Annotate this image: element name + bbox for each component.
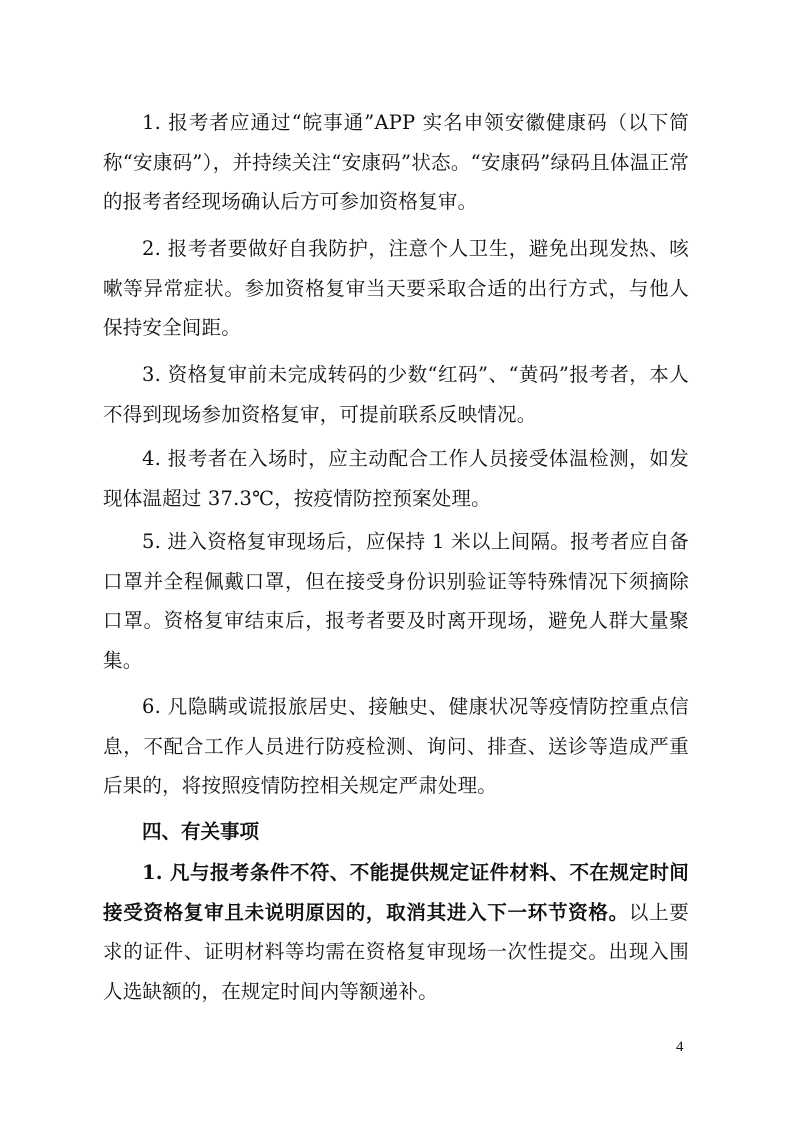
section-item-1 xyxy=(103,853,689,1011)
paragraph-item-6: 6. 凡隐瞒或谎报旅居史、接触史、健康状况等疫情防控重点信息，不配合工作人员进行防疫检测、询问、排查、送诊等造成严重后果的，将按照疫情防控相关规定严肃处理。 xyxy=(103,695,689,798)
paragraph-item-3: 3. 资格复审前未完成转码的少数“红码”、“黄码”报考者，本人不得到现场参加资格复审，可提前联系反映情况。 xyxy=(103,363,689,426)
section-heading: 四、有关事项 xyxy=(142,820,260,843)
paragraph-item-4: 4. 报考者在入场时，应主动配合工作人员接受体温检测，如发现体温超过 37.3℃，按疫情防控预案处理。 xyxy=(103,447,689,510)
paragraph-item-1: 1. 报考者应通过“皖事通”APP 实名申领安徽健康码（以下简称“安康码”），并持续关注“安康码”状态。“安康码”绿码且体温正常的报考者经现场确认后方可参加资格复审。 xyxy=(103,111,689,214)
section-item-1-bold-text: 1. 凡与报考条件不符、不能提供规定证件材料、不在规定时间接受资格复审且未说明原因的，取消其进入下一环节资格。 xyxy=(103,861,689,924)
section-item-1-regular-text: 以上要求的证件、证明材料等均需在资格复审现场一次性提交。出现入围人选缺额的，在规定时间内等额递补。 xyxy=(103,900,689,1003)
paragraph-item-2: 2. 报考者要做好自我防护，注意个人卫生，避免出现发热、咳嗽等异常症状。参加资格复审当天要采取合适的出行方式，与他人保持安全间距。 xyxy=(103,237,689,340)
page-number: 4 xyxy=(676,1039,684,1055)
paragraph-item-5: 5. 进入资格复审现场后，应保持 1 米以上间隔。报考者应自备口罩并全程佩戴口罩，但在接受身份识别验证等特殊情况下须摘除口罩。资格复审结束后，报考者要及时离开现场，避免人群大量聚集。 xyxy=(103,530,689,672)
